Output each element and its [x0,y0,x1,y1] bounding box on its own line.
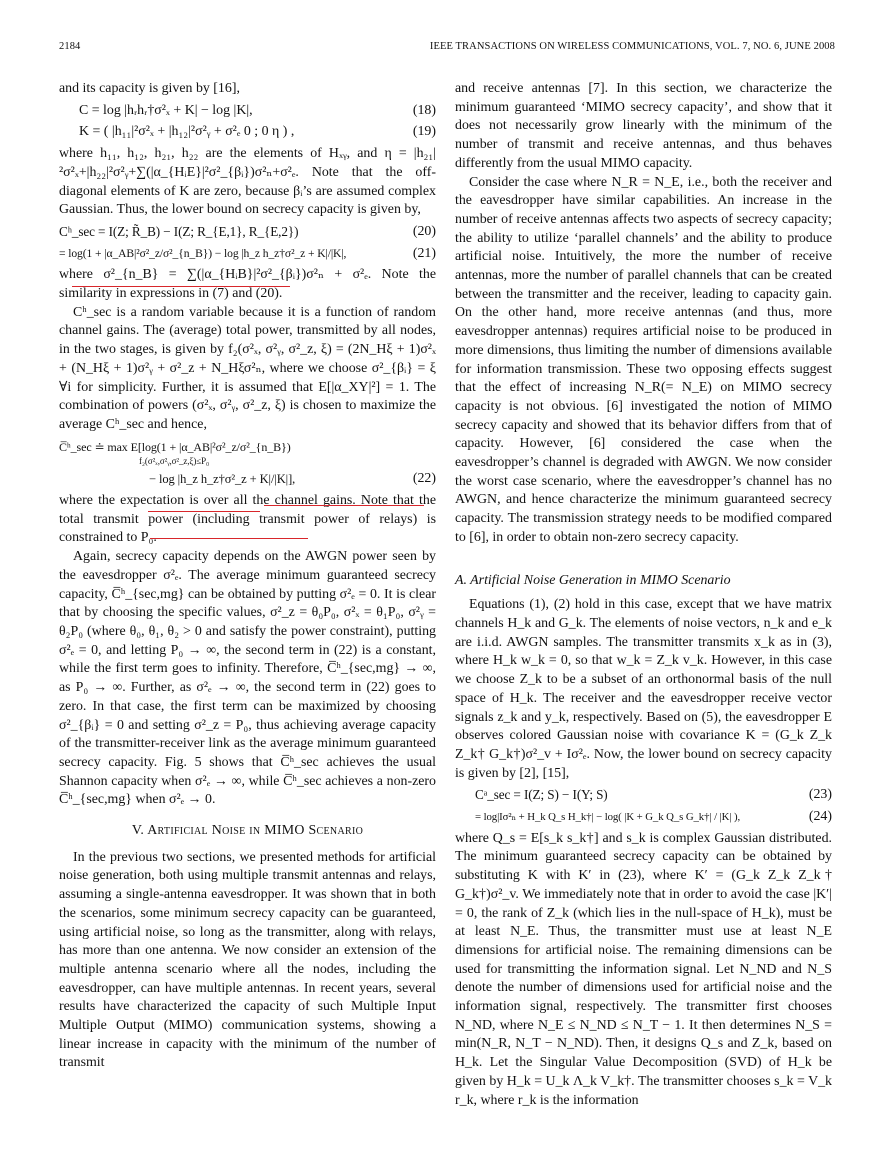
running-header: IEEE TRANSACTIONS ON WIRELESS COMMUNICATIONS, VOL. 7, NO. 6, JUNE 2008 [429,41,835,52]
paragraph: and its capacity is given by [16], [59,81,240,96]
equation-body: C̅ʰ_sec ≐ max E[log(1 + |α_AB|²σ²_z/σ²_{n_B}) [59,439,291,454]
equation-number: (21) [412,245,436,261]
paragraph: Consider the case where N_R = N_E, i.e., both the receiver and the eavesdropper have similar capabilities. An increase in the number of receive antennas affects two aspects of secrecy capacity; the ability to utilize ‘parallel channels’ and the ability to produce artificial noise. Intuitively, the more the number of receive antennas, more the number of parallel channels that can be created between the transmitter and the receiver, leading to capacity gain. On the other hand, more receive antennas (and thus, more eavesdropper antennas) requires artificial noise to be produced in more dimensions, thus limiting the number of dimensions available for information transmission. These two opposing effects suggest that the effect of increasing N_R(= N_E) on MIMO secrecy capacity is not obvious. [6] investigated the notion of MIMO secrecy capacity and showed that its behavior differs from that of capacity. However, [6] considered the case when the eavesdropper’s channel is degraded with AWGN. We now consider the worst case scenario, where the eavesdropper’s channel has no AWGN, and hence characterize the minimum guaranteed secrecy capacity. The transmission strategy needs to be modified compared to [6], in order to obtain non-zero secrecy capacity. [455,174,832,545]
equation-body: Cʰ_sec = I(Z; R̃_B) − I(Z; R_{E,1}, R_{E,2}) [59,223,299,239]
equation-body: − log |h_z h_z†σ²_z + K|/|K|], [149,472,296,487]
equation-number: (18) [412,102,436,118]
paragraph: where the expectation is over all the channel gains. Note that the total transmit power (including transmit power of relays) is constrained to P₀. [59,493,436,546]
equation-23 [455,786,832,805]
paragraph: where σ²_{n_B} = ∑(|α_{HᵢB}|²σ²_{βᵢ})σ²ₙ + σ²ₑ. Note the similarity in expressions in (7) and (20). [59,267,436,302]
paragraph: Cʰ_sec is a random variable because it is a function of random channel gains. The (average) total power, transmitted by all nodes, in the two stages, is given by f₂(σ²ₓ, σ²ᵧ, σ²_z, ξ) = (2N_Hξ + 1)σ²ₓ + (N_Hξ + 1)σ²ᵧ + σ²_z + N_Hξσ²ₙ, where we choose σ²_{βᵢ} = ξ ∀i for simplicity. Further, it is assumed that E[|α_XY|²] = 1. The combination of powers (σ²ₓ, σ²ᵧ, σ²_z, ξ) is chosen to maximize the average Cʰ_sec and hence, [59,304,436,432]
equation-number: (19) [412,124,436,140]
equation-18 [59,102,436,121]
paragraph: Equations (1), (2) hold in this case, except that we have matrix channels H_k and G_k. The elements of noise vectors, n_k and e_k are i.i.d. AWGN samples. The transmitter transmits x_k as in (3), where H_k w_k = 0, so that w_k = Z_k v_k. However, in this case we choose Z_k to be a subset of an orthonormal basis of the null space of H_k. The receiver and the eavesdropper receive vector signals z_k and y_k, respectively. Based on (5), the eavesdropper E observes colored Gaussian noise with covariance K = (G_k Z_k Z_k† G_k†)σ²_v + Iσ²ₑ. Now, the lower bound on secrecy capacity is given by [2], [15], [455,597,832,781]
right-column [455,80,832,1110]
red-annotation-underline [148,511,260,512]
left-column [59,80,436,1073]
red-annotation-underline [150,538,308,539]
equation-22-cont [59,470,436,489]
equation-19 [59,123,436,142]
paragraph: where Q_s = E[s_k s_k†] and s_k is complex Gaussian distributed. The minimum guaranteed secrecy capacity can be obtained by substituting K with K′ in (23), where K′ = (G_k Z_k Z_k† G_k†)σ²_v. We immediately note that in order to avoid the case |K′| = 0, the rank of Z_k (which lies in the null-space of H_k), must be at least N_E. Thus, the transmitter must use at least N_E dimensions for artificial noise. The remaining dimensions can be used for transmitting the information signal. Let N_ND and N_S denote the number of dimensions used for artificial noise and the information signal, respectively. The transmitter first chooses N_ND, where N_E ≤ N_ND ≤ N_T − 1. It then determines N_S = min(N_R, N_T − N_ND). Then, it designs Q_s and Z_k, based on H_k. Let the Singular Value Decomposition (SVD) of H_k be given by H_k = U_k Λ_k V_k†. The transmitter chooses s_k = V_k r_k, where r_k is the information [455,830,832,1108]
equation-body: = log(1 + |α_AB|²σ²_z/σ²_{n_B}) − log |h_z h_z†σ²_z + K|/|K|, [59,246,347,260]
paragraph: In the previous two sections, we presented methods for artificial noise generation, both using multiple transmit antennas and relays, assuming a single-antenna eavesdropper. It was shown that in both the scenarios, some minimum secrecy capacity can be guaranteed, using artificial noise, so long as the transmitter, along with relays, has more than one antenna. We now consider an extension of the multiple antenna scenario where all the nodes, including the eavesdropper, can have multiple antennas. In recent years, several results have characterized the capacity of such Multiple Input Multiple Output (MIMO) communication systems, showing a linear increase in capacity with the minimum of the number of transmit [59,849,436,1071]
red-annotation-underline [264,505,424,506]
equation-number: (24) [808,809,832,825]
equation-body: K = ( |h₁₁|²σ²ₓ + |h₁₂|²σ²ᵧ + σ²ₑ 0 ; 0 η ) , [79,124,295,140]
equation-number: (23) [808,787,832,803]
equation-21 [59,245,436,264]
equation-22 [59,438,436,468]
equation-number: (22) [412,471,436,487]
equation-body: = log|Iσ²ₙ + H_k Q_s H_k†| − log( |K + G_k Q_s G_k†| / |K| ), [475,811,741,824]
page-number: 2184 [59,41,81,52]
red-annotation-underline [72,286,290,287]
equation-20 [59,223,436,242]
equation-body: C = log |hᵣhᵣ†σ²ₓ + K| − log |K|, [79,102,253,118]
subsection-heading: A. Artificial Noise Generation in MIMO Scenario [455,572,731,588]
equation-24 [455,808,832,827]
section-heading: V. Artificial Noise in MIMO Scenario [131,823,364,839]
equation-subscript: f₂(σ²ₓ,σ²ᵧ,σ²_z,ξ)≤P₀ [139,456,210,467]
equation-body: Cᵃ_sec = I(Z; S) − I(Y; S) [475,787,608,803]
equation-number: (20) [412,223,436,239]
paragraph: where h₁₁, h₁₂, h₂₁, h₂₂ are the elements of Hₓᵧ, and η = |h₂₁|²σ²ₓ+|h₂₂|²σ²ᵧ+∑(|α_{HᵢE}|²σ²_{βᵢ})σ²ₙ+σ²ₑ. Note that the off-diagonal elements of K are zero, because βᵢ’s are assumed complex Gaussian. Thus, the lower bound on secrecy capacity is given by, [59,146,436,218]
paragraph: and receive antennas [7]. In this section, we characterize the minimum guaranteed ‘MIMO secrecy capacity’, and show that it does not necessarily grow linearly with the minimum of the number of transmit and receive antennas, and thus behaves differently from the usual MIMO capacity. [455,81,832,171]
paragraph: Again, secrecy capacity depends on the AWGN power seen by the eavesdropper σ²ₑ. The average minimum guaranteed secrecy capacity, C̅ʰ_{sec,mg} can be obtained by putting σ²ₑ = 0. It is clear that by choosing the specific values, σ²_z = θ₀P₀, σ²ₓ = θ₁P₀, σ²ᵧ = θ₂P₀ (where θ₀, θ₁, θ₂ > 0 and satisfy the power constraint), putting σ²ₑ = 0, and letting P₀ → ∞, the second term in (22) is a constant, while the first term goes to infinity. Therefore, C̅ʰ_{sec,mg} → ∞, as P₀ → ∞. Further, as σ²ₑ → ∞, the second term in (22) goes to zero. In that case, the first term can be maximized by choosing σ²_{βᵢ} = 0 and setting σ²_z = P₀, thus achieving average capacity of the transmitter-receiver link as the average minimum guaranteed secrecy capacity. Fig. 5 shows that C̅ʰ_sec achieves the usual Shannon capacity when σ²ₑ → ∞, while C̅ʰ_sec achieves a non-zero C̅ʰ_{sec,mg} when σ²ₑ → 0. [59,549,436,808]
